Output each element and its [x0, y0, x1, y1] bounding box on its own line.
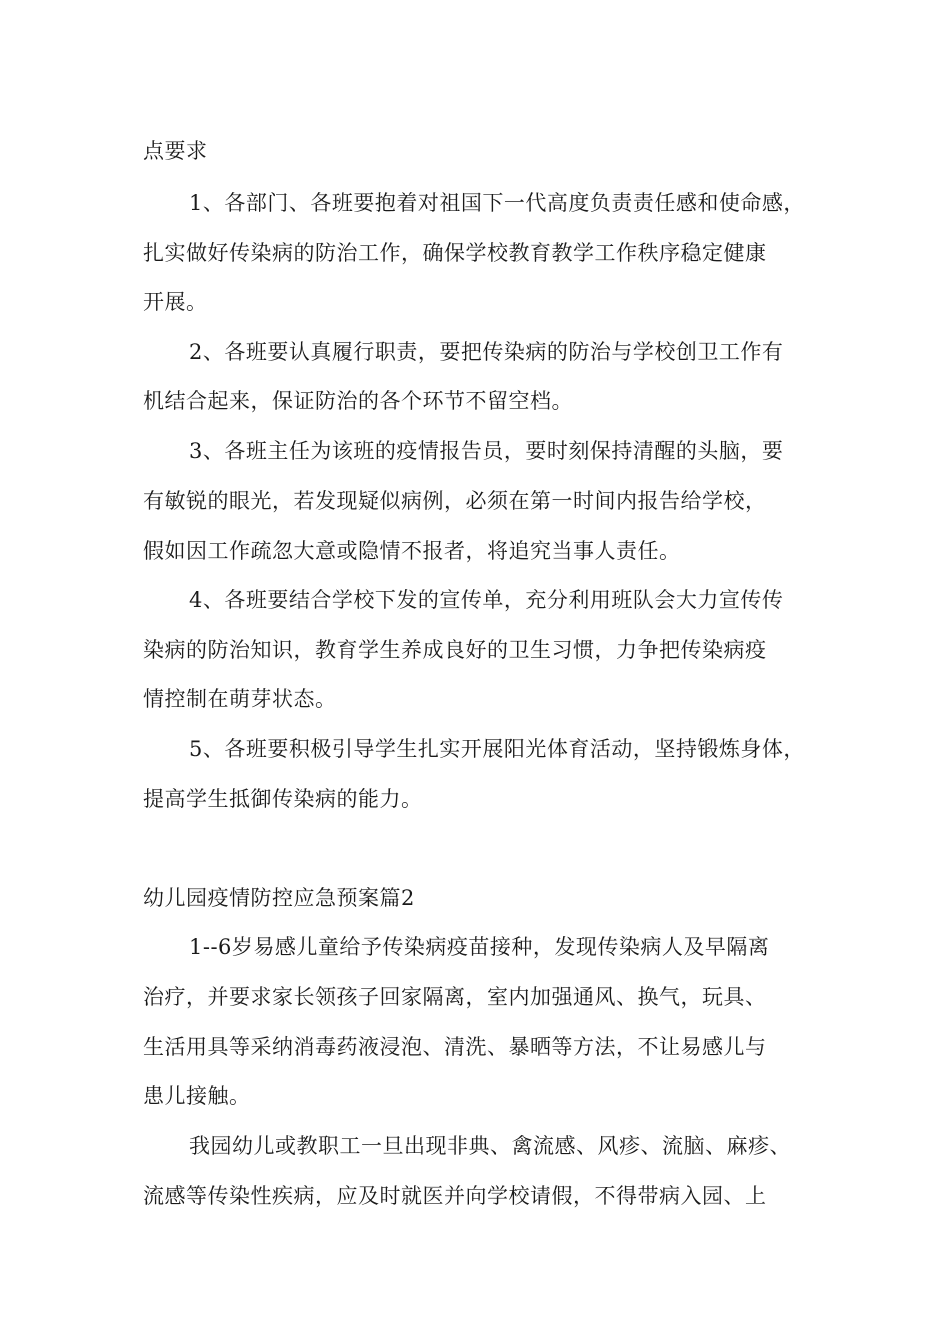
- paragraph-1-line-3: 开展。: [143, 290, 208, 314]
- paragraph-4-line-2: 染病的防治知识，教育学生养成良好的卫生习惯，力争把传染病疫: [143, 638, 767, 662]
- paragraph-5-line-1: 5、各班要积极引导学生扎实开展阳光体育活动，坚持锻炼身体，: [189, 737, 805, 761]
- paragraph-5-line-2: 提高学生抵御传染病的能力。: [143, 787, 423, 811]
- paragraph-4-line-1: 4、各班要结合学校下发的宣传单，充分利用班队会大力宣传传: [189, 588, 784, 612]
- paragraph-4-line-3: 情控制在萌芽状态。: [143, 687, 337, 711]
- paragraph-7-line-1: 我园幼儿或教职工一旦出现非典、禽流感、风疹、流脑、麻疹、: [189, 1134, 791, 1158]
- paragraph-6-line-4: 患儿接触。: [143, 1084, 251, 1108]
- paragraph-2-line-2: 机结合起来，保证防治的各个环节不留空档。: [143, 389, 573, 413]
- paragraph-2-line-1: 2、各班要认真履行职责，要把传染病的防治与学校创卫工作有: [189, 340, 784, 364]
- paragraph-6-line-1: 1--6岁易感儿童给予传染病疫苗接种，发现传染病人及早隔离: [189, 935, 770, 959]
- section-tail-heading: 点要求: [143, 139, 208, 163]
- section-heading: 幼儿园疫情防控应急预案篇2: [143, 886, 415, 910]
- paragraph-6-line-2: 治疗，并要求家长领孩子回家隔离，室内加强通风、换气，玩具、: [143, 985, 767, 1009]
- paragraph-1-line-1: 1、各部门、各班要抱着对祖国下一代高度负责责任感和使命感，: [189, 191, 805, 215]
- paragraph-7-line-2: 流感等传染性疾病，应及时就医并向学校请假，不得带病入园、上: [143, 1184, 767, 1208]
- paragraph-6-line-3: 生活用具等采纳消毒药液浸泡、清洗、暴晒等方法，不让易感儿与: [143, 1035, 767, 1059]
- paragraph-3-line-2: 有敏锐的眼光，若发现疑似病例，必须在第一时间内报告给学校，: [143, 489, 767, 513]
- paragraph-3-line-3: 假如因工作疏忽大意或隐情不报者，将追究当事人责任。: [143, 539, 681, 563]
- paragraph-3-line-1: 3、各班主任为该班的疫情报告员，要时刻保持清醒的头脑，要: [189, 439, 784, 463]
- paragraph-1-line-2: 扎实做好传染病的防治工作，确保学校教育教学工作秩序稳定健康: [143, 241, 767, 265]
